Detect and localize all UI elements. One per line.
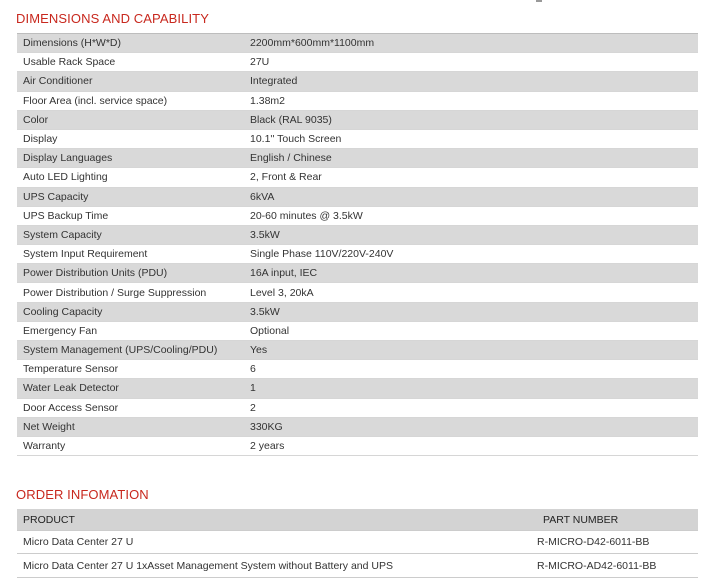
spec-label: UPS Backup Time [23,209,109,222]
order-part-number: R-MICRO-D42-6011-BB [537,536,650,548]
spec-value: Single Phase 110V/220V-240V [250,248,394,261]
spec-row-pdu [17,264,698,283]
order-section-title: ORDER INFOMATION [16,487,149,502]
spec-row-net-weight [17,418,698,437]
spec-label: Door Access Sensor [23,401,119,414]
spec-value: 2 [250,401,256,414]
spec-label: Temperature Sensor [23,363,119,376]
spec-label: System Capacity [23,228,102,241]
spec-value: 3.5kW [250,228,280,241]
spec-label: System Input Requirement [23,248,148,261]
order-table-header [17,509,698,530]
spec-value: Level 3, 20kA [250,286,314,299]
spec-row-surge-suppression [17,283,698,302]
spec-row-temperature-sensor [17,360,698,379]
spec-value: 27U [250,56,270,69]
spec-row-system-management [17,341,698,360]
spec-row-warranty [17,437,698,456]
spec-row-usable-rack-space [17,53,698,72]
spec-label: Warranty [23,440,66,453]
spec-value: 1.38m2 [250,94,286,107]
specs-table [17,33,698,456]
spec-label: Auto LED Lighting [23,171,108,184]
order-product: Micro Data Center 27 U 1xAsset Management System without Battery and UPS [23,559,393,572]
spec-value: 2200mm*600mm*1100mm [250,37,375,50]
spec-value: 6kVA [250,190,275,203]
part-number-column-header: PART NUMBER [543,513,619,526]
specs-section-title: DIMENSIONS AND CAPABILITY [16,11,209,26]
spec-row-system-capacity [17,226,698,245]
spec-label: Emergency Fan [23,324,98,337]
spec-label: Power Distribution Units (PDU) [23,267,168,280]
order-part-number: R-MICRO-AD42-6011-BB [537,559,657,572]
spec-label: Usable Rack Space [23,56,116,69]
spec-row-door-access-sensor [17,399,698,418]
spec-row-display [17,130,698,149]
spec-value: Integrated [250,75,298,88]
spec-label: Floor Area (incl. service space) [23,94,168,107]
spec-value: Optional [250,324,290,337]
spec-label: Air Conditioner [23,75,93,88]
order-row [17,530,698,554]
spec-value: 2, Front & Rear [250,171,322,184]
spec-label: Display [23,133,58,146]
spec-row-auto-led-lighting [17,168,698,187]
spec-label: UPS Capacity [23,190,89,203]
spec-row-display-languages [17,149,698,168]
spec-value: 20-60 minutes @ 3.5kW [250,209,363,222]
spec-label: Dimensions (H*W*D) [23,37,122,50]
spec-label: Cooling Capacity [23,305,103,318]
spec-row-ups-capacity [17,188,698,207]
spec-row-water-leak-detector [17,379,698,398]
spec-value: 1 [250,382,256,395]
spec-value: Yes [250,344,268,357]
spec-value: Black (RAL 9035) [250,113,332,126]
spec-value: 16A input, IEC [250,267,318,280]
order-product: Micro Data Center 27 U [23,536,134,548]
spec-row-dimensions [17,34,698,53]
spec-value: 10.1'' Touch Screen [250,133,342,146]
order-table [17,509,698,578]
spec-label: Water Leak Detector [23,382,119,395]
spec-label: Display Languages [23,152,113,165]
spec-value: 2 years [250,440,285,453]
spec-row-cooling-capacity [17,303,698,322]
spec-row-color [17,111,698,130]
spec-label: Net Weight [23,420,75,433]
spec-value: English / Chinese [250,152,332,165]
spec-label: System Management (UPS/Cooling/PDU) [23,344,218,357]
spec-value: 3.5kW [250,305,280,318]
spec-value: 6 [250,363,256,376]
top-edge-mark [536,0,542,2]
spec-value: 330KG [250,420,283,433]
product-column-header: PRODUCT [23,513,75,526]
spec-label: Color [23,113,49,126]
spec-row-ups-backup-time [17,207,698,226]
spec-row-emergency-fan [17,322,698,341]
spec-row-floor-area [17,92,698,111]
spec-row-air-conditioner [17,72,698,91]
order-row [17,554,698,578]
spec-row-system-input [17,245,698,264]
spec-label: Power Distribution / Surge Suppression [23,286,207,299]
